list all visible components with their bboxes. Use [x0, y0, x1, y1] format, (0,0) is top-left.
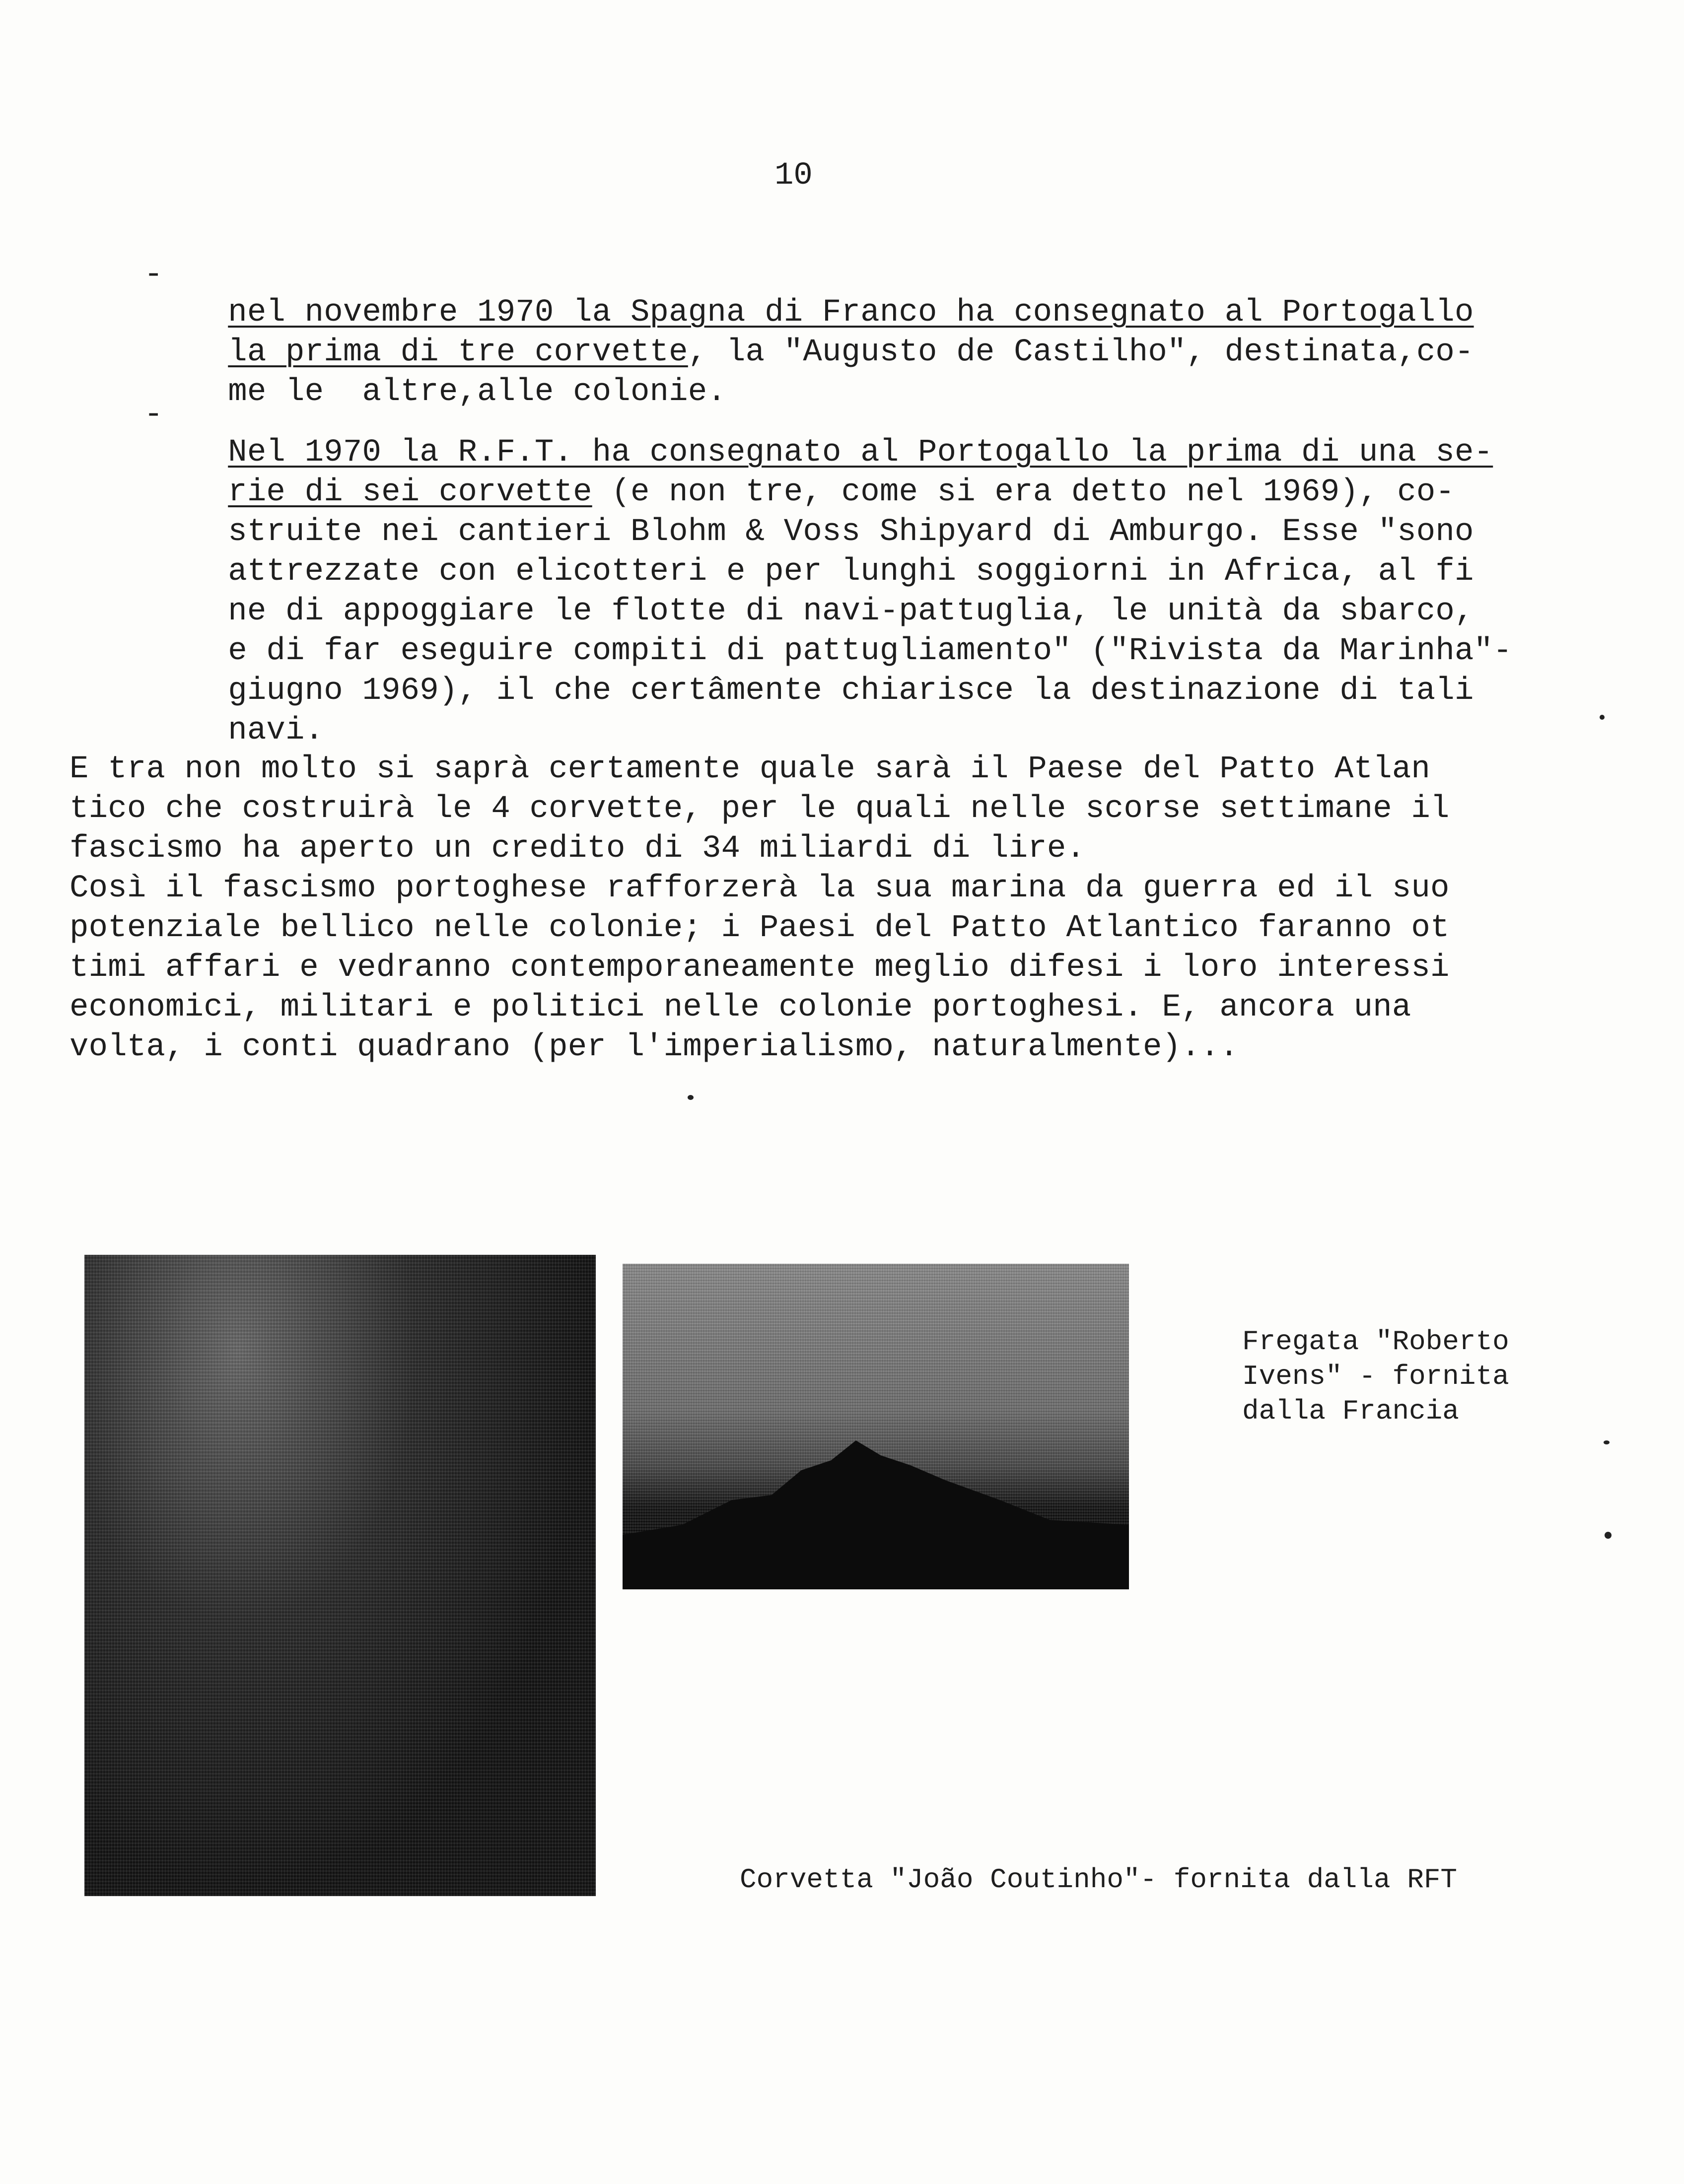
underlined-text: rie di sei corvette: [228, 475, 592, 510]
plain-text: ne di appoggiare le flotte di navi-pattuglia, le unità da sbarco,: [228, 594, 1474, 629]
plain-text: (e non tre, come si era detto nel 1969), co-: [592, 475, 1455, 510]
underlined-text: Nel 1970 la R.F.T. ha consegnato al Portogallo la prima di una se-: [228, 435, 1493, 471]
paragraph-line-3: fascismo ha aperto un credito di 34 miliardi di lire.: [70, 831, 1086, 867]
paragraph-line-1: E tra non molto si saprà certamente quale sarà il Paese del Patto Atlan: [70, 751, 1431, 787]
paragraph-line-8: volta, i conti quadrano (per l'imperialismo, naturalmente)...: [70, 1029, 1239, 1065]
scan-speck: [1604, 1440, 1610, 1444]
plain-text: giugno 1969), il che certâmente chiarisce la destinazione di tali: [228, 673, 1474, 709]
paragraph-line-2: tico che costruirà le 4 corvette, per le quali nelle scorse settimane il: [70, 791, 1450, 827]
scan-speck: [688, 1095, 694, 1100]
underlined-text: la prima di tre corvette: [228, 335, 688, 370]
corvette-photo: [84, 1255, 596, 1896]
bullet-marker-2: -: [144, 397, 163, 433]
scan-speck: [1600, 715, 1605, 720]
bullet-2-line-7: [190, 631, 1474, 711]
bullet-marker-1: -: [144, 257, 163, 293]
frigate-caption-line-1: Fregata "Roberto: [1242, 1326, 1509, 1358]
plain-text: me le altre,alle colonie.: [228, 374, 726, 410]
frigate-caption-line-3: dalla Francia: [1242, 1395, 1459, 1427]
paragraph-line-7: economici, militari e politici nelle colonie portoghesi. E, ancora una: [70, 990, 1411, 1025]
paragraph-line-4: Così il fascismo portoghese rafforzerà la sua marina da guerra ed il suo: [70, 871, 1450, 906]
scan-speck: [1605, 1532, 1612, 1539]
plain-text: struite nei cantieri Blohm & Voss Shipyard di Amburgo. Esse "sono: [228, 514, 1474, 550]
bullet-2-line-8: [190, 671, 324, 751]
frigate-photo: [623, 1264, 1129, 1589]
frigate-caption-line-2: Ivens" - fornita: [1242, 1361, 1509, 1392]
corvette-caption: Corvetta "João Coutinho"- fornita dalla RFT: [740, 1864, 1458, 1896]
plain-text: attrezzate con elicotteri e per lunghi soggiorni in Africa, al fi: [228, 554, 1474, 590]
underlined-text: nel novembre 1970 la Spagna di Franco ha consegnato al Portogallo: [228, 295, 1474, 331]
plain-text: navi.: [228, 713, 324, 749]
ship-silhouette-icon: [623, 1440, 1129, 1589]
plain-text: e di far eseguire compiti di pattugliamento" ("Rivista da Marinha"-: [228, 633, 1512, 669]
paragraph-line-5: potenziale bellico nelle colonie; i Paesi del Patto Atlantico faranno ot: [70, 910, 1450, 946]
plain-text: , la "Augusto de Castilho", destinata,co-: [688, 335, 1474, 370]
page-number: 10: [774, 158, 813, 194]
paragraph-line-6: timi affari e vedranno contemporaneamente meglio difesi i loro interessi: [70, 950, 1450, 986]
